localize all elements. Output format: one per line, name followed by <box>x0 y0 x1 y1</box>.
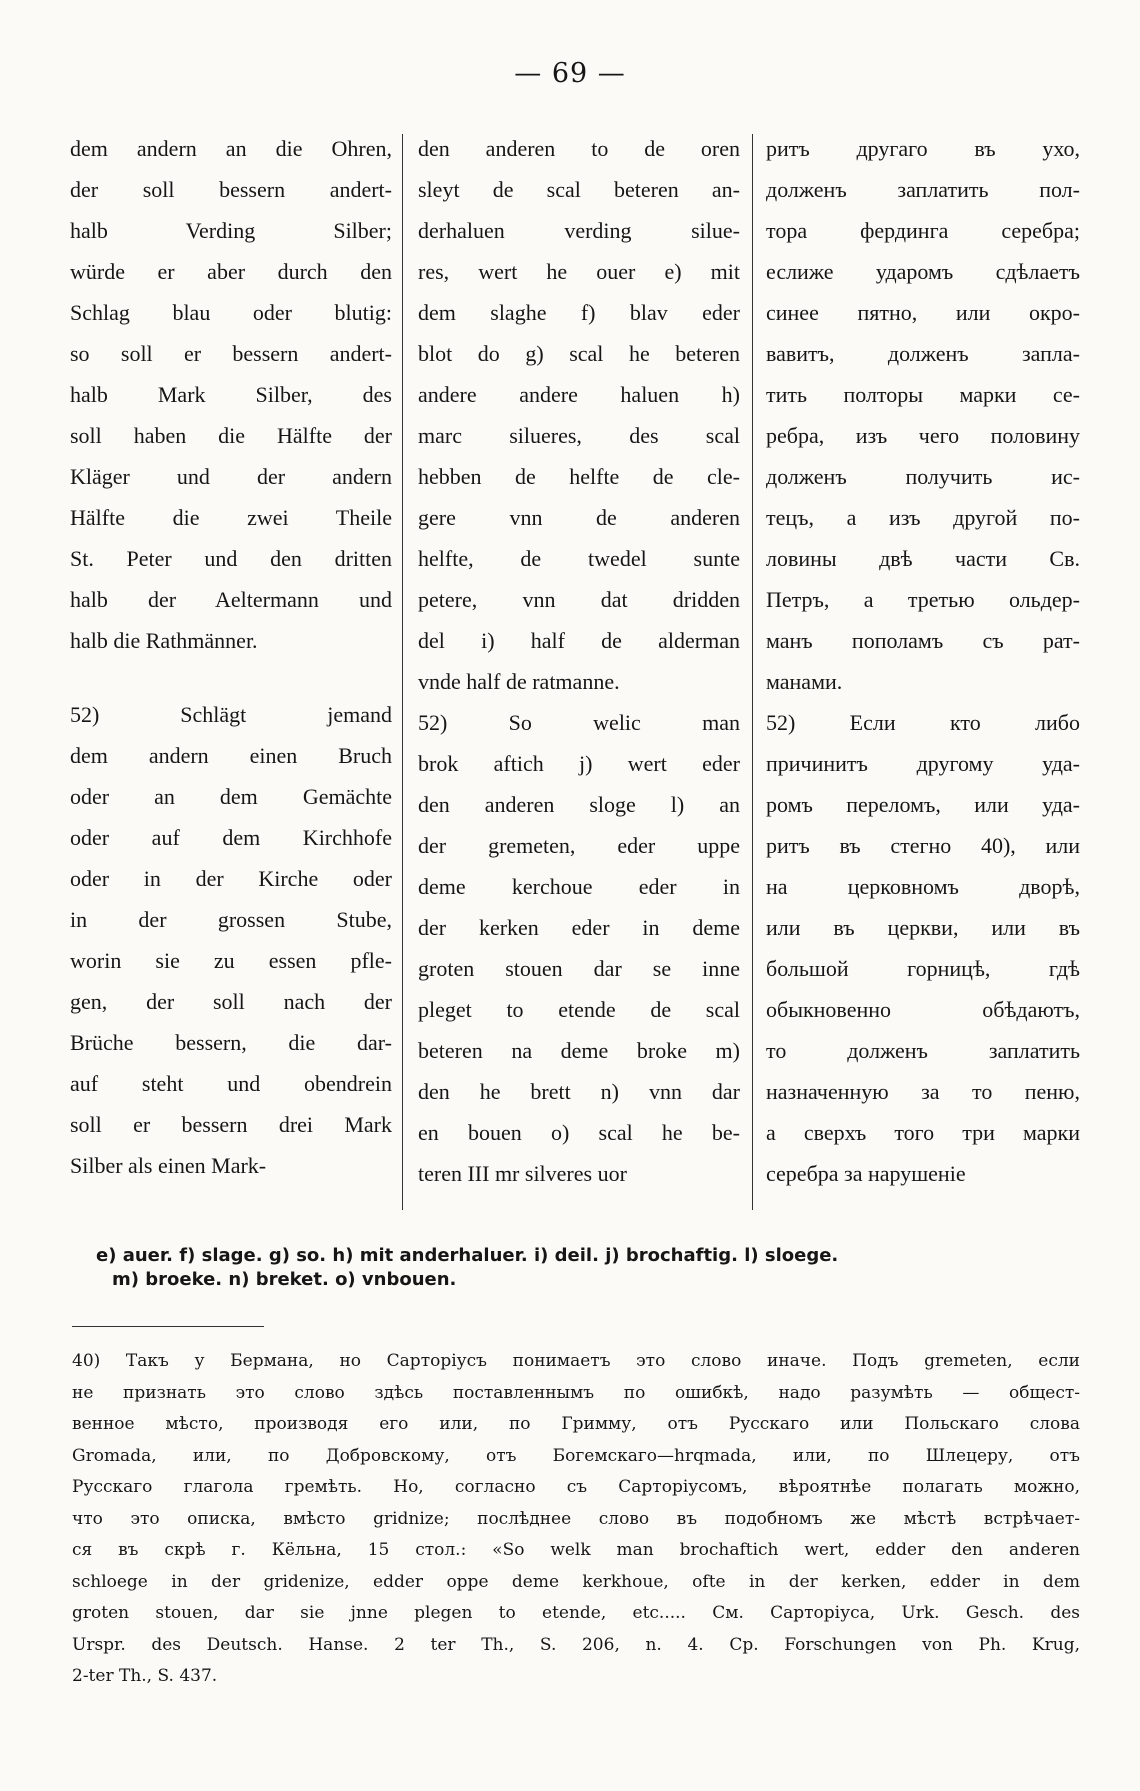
text-line: 40) Такъ у Бермана, но Сарторіусъ понимаетъ это слово иначе. Подъ gremeten, если <box>72 1351 1080 1371</box>
text-line: dem andern einen Bruch <box>70 743 392 768</box>
text-line: Brüche bessern, die dar- <box>70 1030 392 1055</box>
text-line: dem slaghe f) blav eder <box>418 300 740 325</box>
text-line: долженъ заплатить пол- <box>766 177 1080 202</box>
text-line: большой горницѣ, гдѣ <box>766 956 1080 981</box>
text-line: St. Peter und den dritten <box>70 546 392 571</box>
footnote-rule <box>72 1326 264 1327</box>
text-line: der gremeten, eder uppe <box>418 833 740 858</box>
text-line: ребра, изъ чего половину <box>766 423 1080 448</box>
column-divider <box>752 134 753 1210</box>
text-line: венное мѣсто, производя его или, по Гримму, отъ Русскаго или Польскаго слова <box>72 1414 1080 1434</box>
text-line: что это описка, вмѣсто gridnize; послѣднее слово въ подобномъ же мѣстѣ встрѣчает- <box>72 1508 1080 1529</box>
text-line: то долженъ заплатить <box>766 1038 1080 1063</box>
text-line: schloege in der gridenize, edder oppe deme kerkhoue, ofte in der kerken, edder in dem <box>72 1571 1080 1592</box>
text-line: долженъ получить ис- <box>766 464 1080 489</box>
text-line: halb die Rathmänner. <box>70 628 258 653</box>
text-line: groten stouen, dar sie jnne plegen to etende, etc..... См. Сарторіуса, Urk. Gesch. des <box>72 1603 1080 1623</box>
text-line: или въ церкви, или въ <box>766 915 1080 940</box>
text-line: petere, vnn dat dridden <box>418 587 740 612</box>
text-line: den anderen to de oren <box>418 136 740 161</box>
text-line: den anderen sloge l) an <box>418 792 740 817</box>
text-line: ся въ скрѣ г. Кёльна, 15 стол.: «So welk man brochaftich wert, edder den anderen <box>72 1540 1080 1560</box>
text-line: del i) half de alderman <box>418 628 740 653</box>
text-line: oder an dem Gemächte <box>70 784 392 809</box>
text-line: тора фердинга серебра; <box>766 218 1080 243</box>
text-line: на церковномъ дворѣ, <box>766 874 1080 899</box>
text-line: Kläger und der andern <box>70 464 392 489</box>
text-line: ромъ переломъ, или уда- <box>766 792 1080 817</box>
text-line: тить полторы марки се- <box>766 382 1080 407</box>
text-line: hebben de helfte de cle- <box>418 464 740 489</box>
variant-readings <box>96 1244 1076 1292</box>
text-line: sleyt de scal beteren an- <box>418 177 740 202</box>
text-line: Silber als einen Mark- <box>70 1153 267 1178</box>
text-line: blot do g) scal he beteren <box>418 341 740 366</box>
text-line: тецъ, а изъ другой по- <box>766 505 1080 530</box>
text-line: halb Verding Silber; <box>70 218 392 243</box>
text-line: helfte, de twedel sunte <box>418 546 740 571</box>
text-line: еслиже ударомъ сдѣлаетъ <box>766 259 1080 284</box>
text-line: 52) Если кто либо <box>766 710 1080 735</box>
text-line: серебра за нарушеніе <box>766 1161 966 1186</box>
text-line: auf steht und obendrein <box>70 1071 392 1096</box>
text-line: gere vnn de anderen <box>418 505 740 530</box>
text-line: ритъ другаго въ ухо, <box>766 136 1080 161</box>
text-line: halb der Aeltermann und <box>70 587 392 612</box>
text-line: Schlag blau oder blutig: <box>70 300 392 325</box>
text-line: soll er bessern drei Mark <box>70 1112 392 1137</box>
text-line: oder in der Kirche oder <box>70 866 392 891</box>
low-german-original-column <box>418 128 740 1194</box>
column-divider <box>402 134 403 1210</box>
text-line: Петръ, а третью ольдер- <box>766 587 1080 612</box>
text-line: marc silueres, des scal <box>418 423 740 448</box>
text-line: beteren na deme broke m) <box>418 1038 740 1063</box>
text-line: синее пятно, или окро- <box>766 300 1080 325</box>
text-line: ловины двѣ части Св. <box>766 546 1080 571</box>
text-line: манами. <box>766 669 843 694</box>
text-line: würde er aber durch den <box>70 259 392 284</box>
text-line: halb Mark Silber, des <box>70 382 392 407</box>
text-line: а сверхъ того три марки <box>766 1120 1080 1145</box>
text-line: вавитъ, долженъ запла- <box>766 341 1080 366</box>
text-line: andere andere haluen h) <box>418 382 740 407</box>
text-line: deme kerchoue eder in <box>418 874 740 899</box>
text-line: so soll er bessern andert- <box>70 341 392 366</box>
text-line: Русскаго глагола гремѣть. Но, согласно съ Сарторіусомъ, вѣроятнѣе полагать можно, <box>72 1477 1080 1497</box>
text-line: gen, der soll nach der <box>70 989 392 1014</box>
text-line: oder auf dem Kirchhofe <box>70 825 392 850</box>
russian-translation-column <box>766 128 1080 1194</box>
text-line: groten stouen dar se inne <box>418 956 740 981</box>
text-line: манъ пополамъ съ рат- <box>766 628 1080 653</box>
text-line: vnde half de ratmanne. <box>418 669 620 694</box>
footnote-40 <box>72 1346 1080 1693</box>
page-number: — 69 — <box>514 58 626 89</box>
text-line: soll haben die Hälfte der <box>70 423 392 448</box>
text-line: назначенную за то пеню, <box>766 1079 1080 1104</box>
text-line: worin sie zu essen pfle- <box>70 948 392 973</box>
text-line: Hälfte die zwei Theile <box>70 505 392 530</box>
text-line: en bouen o) scal he be- <box>418 1120 740 1145</box>
german-translation-column <box>70 128 392 1186</box>
text-line: der kerken eder in deme <box>418 915 740 940</box>
text-line: res, wert he ouer e) mit <box>418 259 740 284</box>
text-line: не признать это слово здѣсь поставленнымъ по ошибкѣ, надо разумѣть — общест- <box>72 1382 1080 1403</box>
variant-readings-line: m) broeke. n) breket. o) vnbouen. <box>112 1269 457 1290</box>
text-line: ритъ въ стегно 40), или <box>766 833 1080 858</box>
paragraph-gap <box>70 661 392 694</box>
text-line: Urspr. des Deutsch. Hanse. 2 ter Th., S. 206, n. 4. Ср. Forschungen von Ph. Krug, <box>72 1634 1080 1655</box>
text-line: in der grossen Stube, <box>70 907 392 932</box>
text-line: der soll bessern andert- <box>70 177 392 202</box>
text-line: 52) Schlägt jemand <box>70 702 392 727</box>
text-line: обыкновенно обѣдаютъ, <box>766 997 1080 1022</box>
text-line: teren III mr silveres uor <box>418 1161 627 1186</box>
variant-readings-line: e) auer. f) slage. g) so. h) mit anderhaluer. i) deil. j) brochaftig. l) sloege. <box>96 1245 839 1266</box>
text-line: brok aftich j) wert eder <box>418 751 740 776</box>
text-line: 2-ter Th., S. 437. <box>72 1666 218 1686</box>
text-line: dem andern an die Ohren, <box>70 136 392 161</box>
text-line: pleget to etende de scal <box>418 997 740 1022</box>
text-line: den he brett n) vnn dar <box>418 1079 740 1104</box>
parallel-text-columns <box>70 128 1080 1220</box>
text-line: 52) So welic man <box>418 710 740 735</box>
text-line: derhaluen verding silue- <box>418 218 740 243</box>
text-line: Gromada, или, по Добровскому, отъ Богемскаго—hrqmada, или, по Шлецеру, отъ <box>72 1445 1080 1466</box>
text-line: причинитъ другому уда- <box>766 751 1080 776</box>
